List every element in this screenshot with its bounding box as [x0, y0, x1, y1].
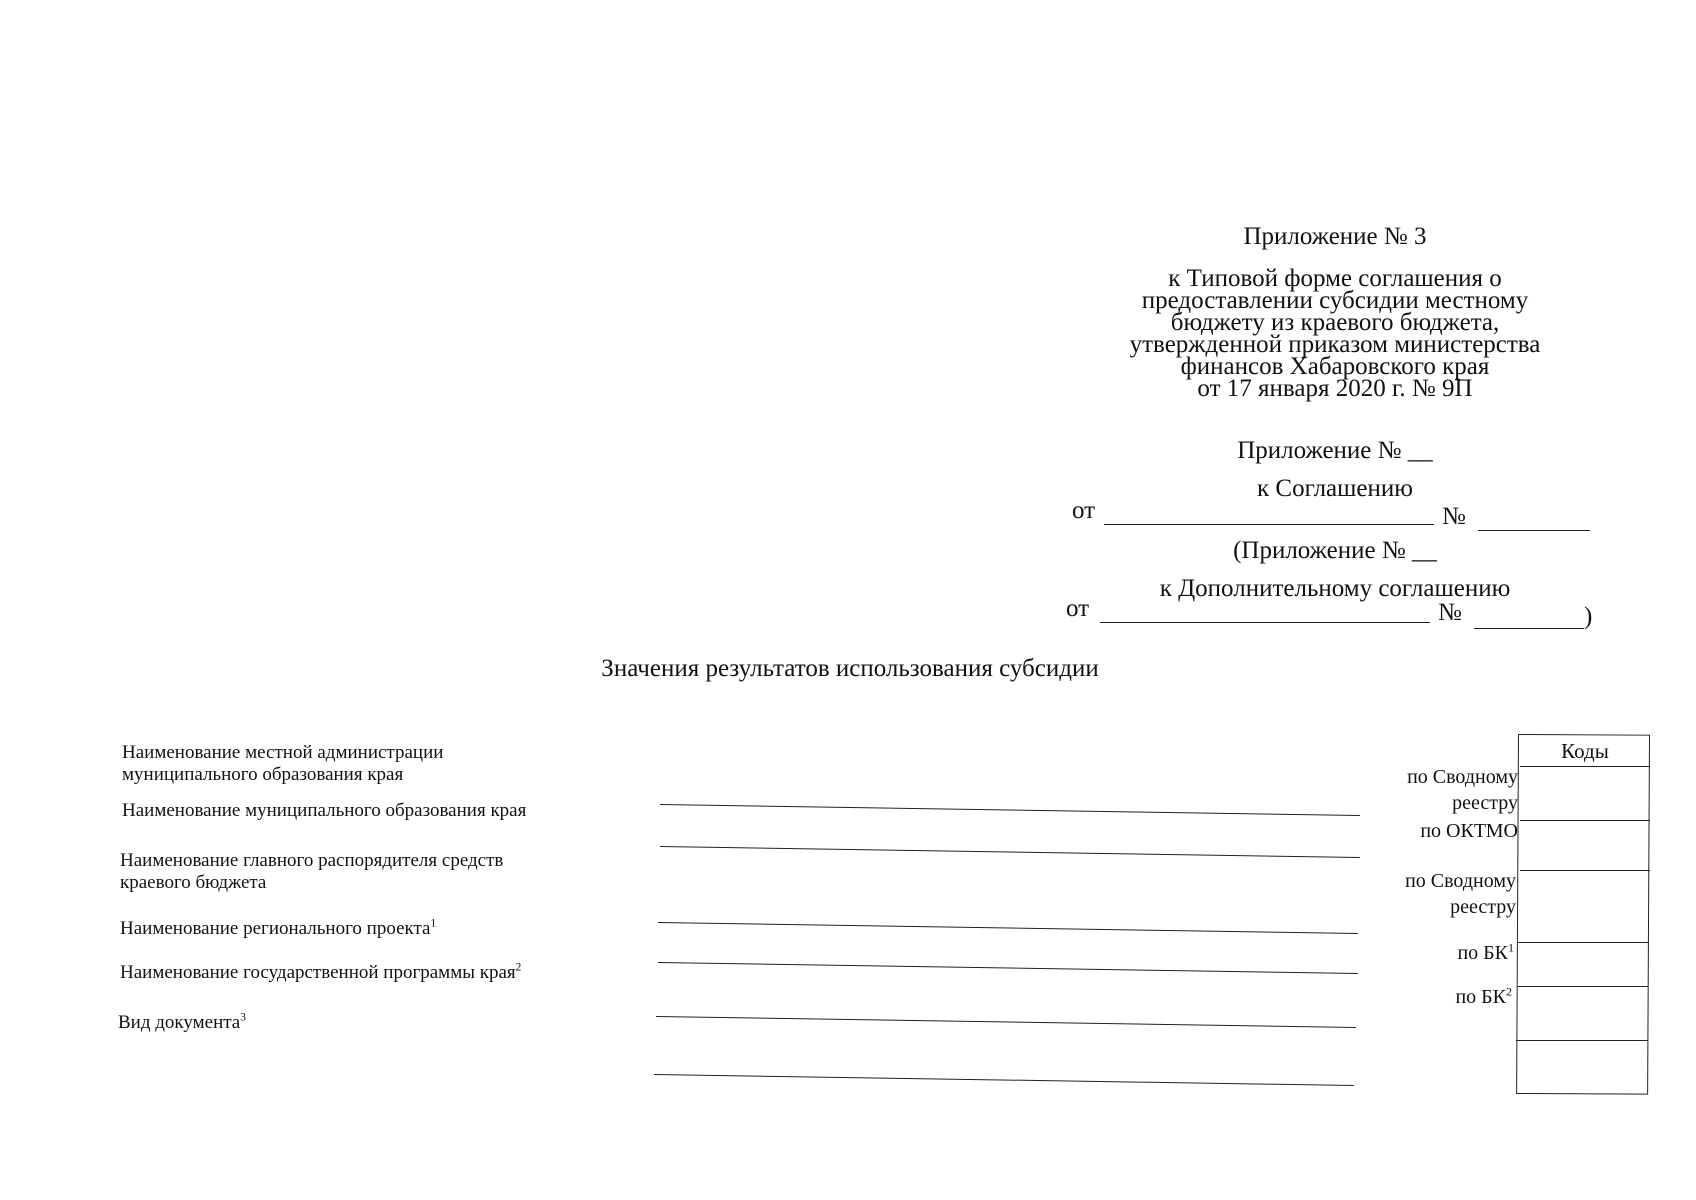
field-line-document-type[interactable] — [654, 1074, 1354, 1086]
field-line-regional-project[interactable] — [658, 962, 1358, 974]
code-label-bk-1: по $БК^1$ — [1457, 940, 1514, 964]
supplementary-number-line[interactable] — [1474, 628, 1584, 629]
basis-line-4: утвержденной приказом министерства — [1129, 331, 1541, 358]
supplementary-date-label: от — [1066, 595, 1090, 622]
codes-row-divider — [1516, 1040, 1648, 1041]
code-cell-oktmo[interactable] — [1522, 822, 1648, 868]
appendix-title: Приложение № 3 — [1243, 223, 1427, 250]
agreement-number-label: № — [1442, 503, 1466, 530]
footnote-mark: 1 — [430, 917, 437, 930]
agreement-date-line[interactable] — [1104, 524, 1434, 525]
codes-row-divider — [1518, 986, 1648, 987]
code-label-bk-2: по $БК^2$ — [1455, 984, 1512, 1008]
document-title: Значения результатов использования субсидии — [601, 655, 1099, 682]
code-cell-registry-2[interactable] — [1522, 872, 1648, 940]
footnote-mark: 2 — [1506, 984, 1512, 999]
field-line-local-admin[interactable] — [660, 804, 1360, 816]
footnote-mark: 3 — [240, 1011, 246, 1024]
field-label-document-type: Вид документа$^3$ — [118, 1011, 246, 1033]
codes-row-divider — [1520, 870, 1650, 871]
codes-row-divider — [1518, 942, 1648, 943]
field-label-local-admin: Наименование местной администрации муниципального образования края — [122, 742, 444, 785]
code-cell-bk-2[interactable] — [1520, 988, 1646, 1038]
code-label-registry-2: по Сводному реестру — [1405, 870, 1516, 918]
supplementary-date-line[interactable] — [1100, 622, 1430, 623]
code-cell-bk-1[interactable] — [1520, 944, 1646, 984]
field-label-main-manager: Наименование главного распорядителя средств краевого бюджета — [120, 850, 504, 893]
codes-row-divider — [1520, 820, 1650, 821]
supplementary-number-label: № — [1438, 599, 1462, 626]
code-label-oktmo: по ОКТМО — [1420, 820, 1518, 842]
closing-paren: ) — [1584, 603, 1593, 630]
field-line-main-manager[interactable] — [658, 922, 1358, 934]
basis-line-2: предоставлении субсидии местному — [1141, 287, 1529, 314]
footnote-mark: 2 — [515, 961, 522, 974]
to-supplementary: к Дополнительному соглашению — [1159, 575, 1511, 602]
basis-line-1: к Типовой форме соглашения о — [1168, 265, 1502, 292]
footnote-mark: 1 — [1508, 940, 1514, 955]
codes-row-divider — [1520, 766, 1650, 767]
agreement-date-label: от — [1072, 497, 1096, 524]
basis-line-5: финансов Хабаровского края — [1180, 353, 1490, 380]
field-label-regional-project: Наименование регионального проекта$^1$ — [120, 917, 437, 939]
field-label-municipality: Наименование муниципального образования края — [122, 800, 527, 821]
to-agreement: к Соглашению — [1257, 475, 1413, 502]
basis-line-3: бюджету из краевого бюджета, — [1170, 309, 1500, 336]
agreement-appendix: Приложение № __ — [1237, 437, 1433, 464]
code-cell-document-type[interactable] — [1518, 1042, 1646, 1090]
codes-header: Коды — [1561, 739, 1609, 763]
code-label-registry-1: по Сводному реестру — [1407, 766, 1518, 814]
basis-line-6: от 17 января 2020 г. № 9П — [1197, 375, 1473, 402]
agreement-number-line[interactable] — [1478, 530, 1590, 531]
field-line-municipality[interactable] — [660, 846, 1360, 858]
supplementary-appendix: (Приложение № __ — [1233, 537, 1437, 564]
field-label-state-program: Наименование государственной программы края$^2$ — [120, 961, 522, 983]
code-cell-registry-1[interactable] — [1522, 768, 1648, 818]
field-line-state-program[interactable] — [656, 1016, 1356, 1028]
